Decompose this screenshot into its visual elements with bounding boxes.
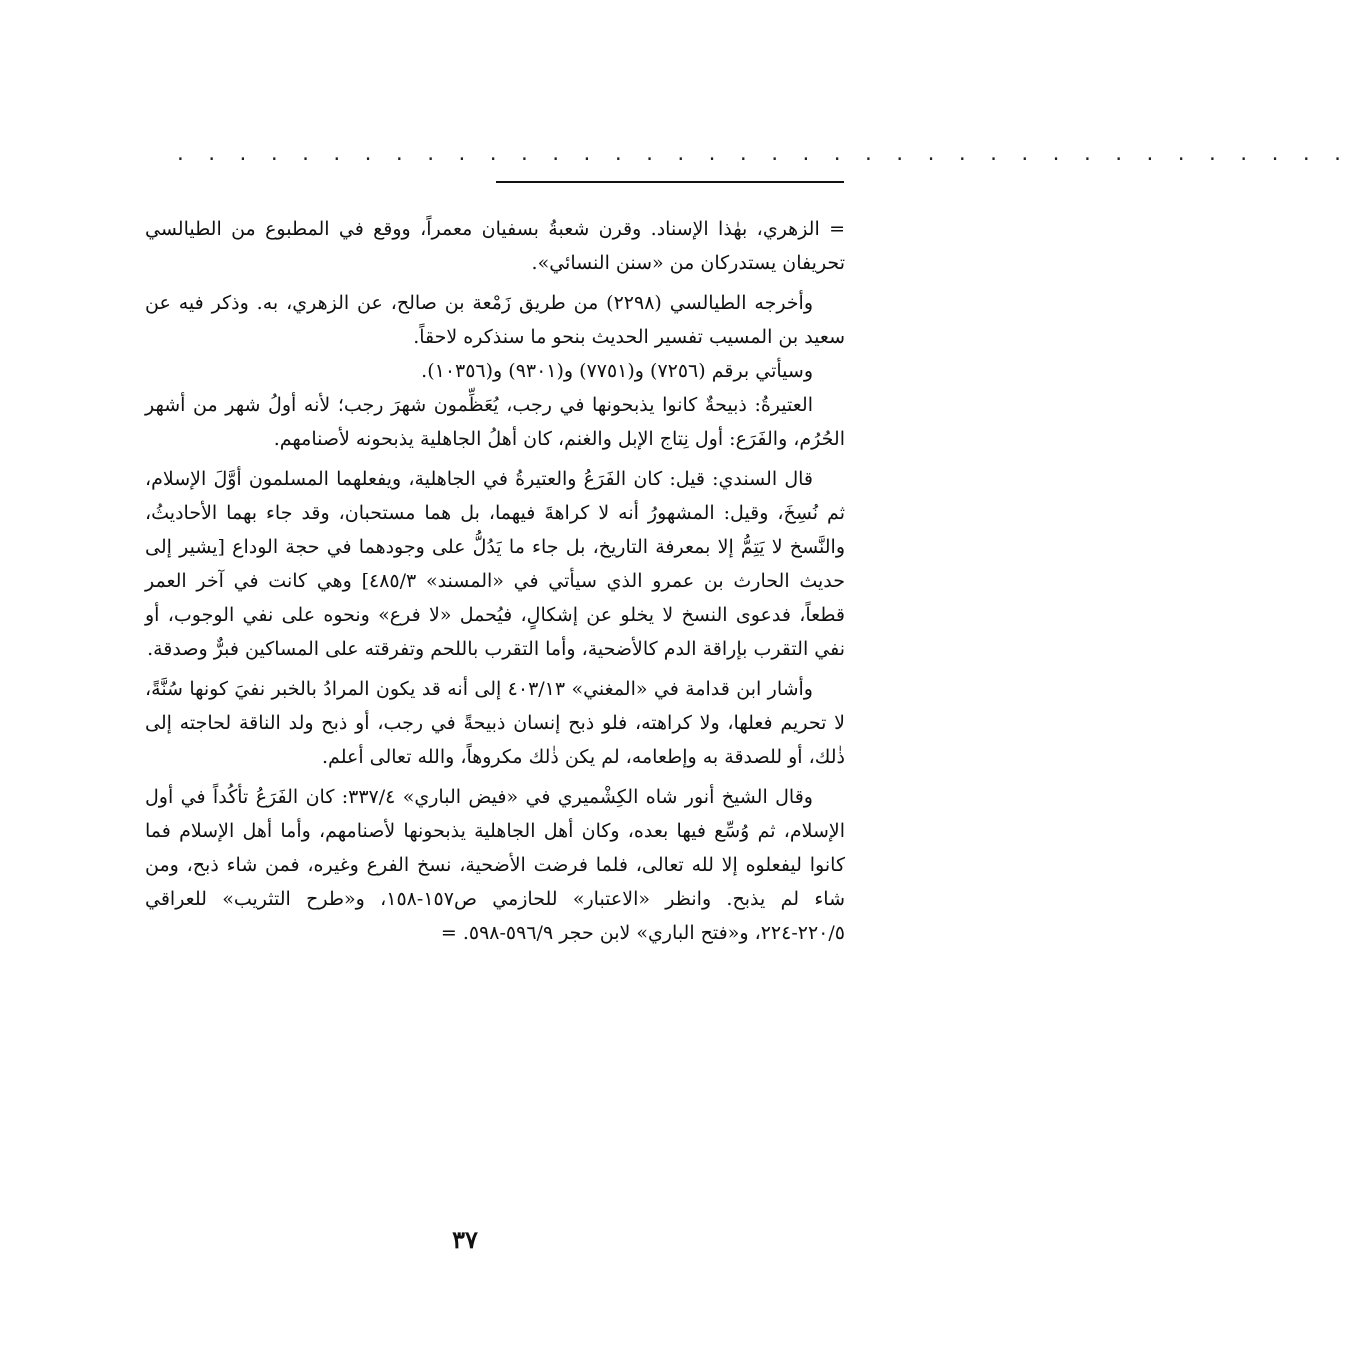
paragraph-definition: العتيرةُ: ذبيحةٌ كانوا يذبحونها في رجب، يُعَظِّمون شهرَ رجب؛ لأنه أولُ شهر من أشهر الحُرُم، والفَرَع: أول نِتاج الإبل والغنم، كان أهلُ الجاهلية يذبحونه لأصنامهم. [145, 394, 845, 450]
paragraph-ibn-qudama: وأشار ابن قدامة في «المغني» ٤٠٣/١٣ إلى أنه قد يكون المرادُ بالخبر نفيَ كونها سُنَّةً، لا تحريم فعلها، ولا كراهته، فلو ذبح إنسان ذبيحةً في رجب، أو ذبح ولد الناقة لحاجته إلى ذٰلك، أو للصدقة به وإطعامه، لم يكن ذٰلك مكروهاً، والله تعالى أعلم. [145, 678, 845, 768]
footnote-rule [496, 181, 844, 183]
paragraph-takhrij: وأخرجه الطيالسي (٢٢٩٨) من طريق زَمْعة بن صالح، عن الزهري، به. وذكر فيه عن سعيد بن المسيب تفسير الحديث بنحو ما سنذكره لاحقاً. [145, 292, 845, 348]
paragraph-continuation: = الزهري، بهٰذا الإسناد. وقرن شعبةُ بسفيان معمراً، ووقع في المطبوع من الطيالسي تحريفان يستدركان من «سنن النسائي». [145, 218, 845, 274]
dotted-separator: . . . . . . . . . . . . . . . . . . . . . . . . . . . . . . . . . . . . . . [175, 144, 1348, 165]
page-number: ٣٧ [452, 1225, 478, 1254]
paragraph-cross-reference: وسيأتي برقم (٧٢٥٦) و(٧٧٥١) و(٩٣٠١) و(١٠٣٥٦). [421, 360, 813, 382]
footnote-body [145, 212, 845, 956]
paragraph-kashmiri: وقال الشيخ أنور شاه الكِشْميري في «فيض الباري» ٣٣٧/٤: كان الفَرَعُ تأكُداً في أول الإسلام، ثم وُسِّع فيها بعده، وكان أهل الجاهلية يذبحونها لأصنامهم، وأما أهل الإسلام فما كانوا ليفعلوه إلا لله تعالى، فلما فرضت الأضحية، نسخ الفرع وغيره، فمن شاء ذبح، ومن شاء لم يذبح. وانظر «الاعتبار» للحازمي ص١٥٧-١٥٨، و«طرح التثريب» للعراقي ٢٢٠/٥-٢٢٤، و«فتح الباري» لابن حجر ٥٩٦/٩-٥٩٨. = [145, 786, 845, 944]
paragraph-sindi: قال السندي: قيل: كان الفَرَعُ والعتيرةُ في الجاهلية، ويفعلهما المسلمون أوَّلَ الإسلام، ثم نُسِخَ، وقيل: المشهورُ أنه لا كراهةَ فيهما، بل هما مستحبان، وقد جاء بهما الأحاديثُ، والنَّسخ لا يَتِمُّ إلا بمعرفة التاريخ، بل جاء ما يَدُلُّ على وجودهما في حجة الوداع [يشير إلى حديث الحارث بن عمرو الذي سيأتي في «المسند» ٤٨٥/٣] وهي كانت في آخر العمر قطعاً، فدعوى النسخ لا يخلو عن إشكالٍ، فيُحمل «لا فرع» ونحوه على نفي الوجوب، أو نفي التقرب بإراقة الدم كالأضحية، وأما التقرب باللحم وتفرقته على المساكين فبرٌّ وصدقة. [145, 468, 845, 660]
